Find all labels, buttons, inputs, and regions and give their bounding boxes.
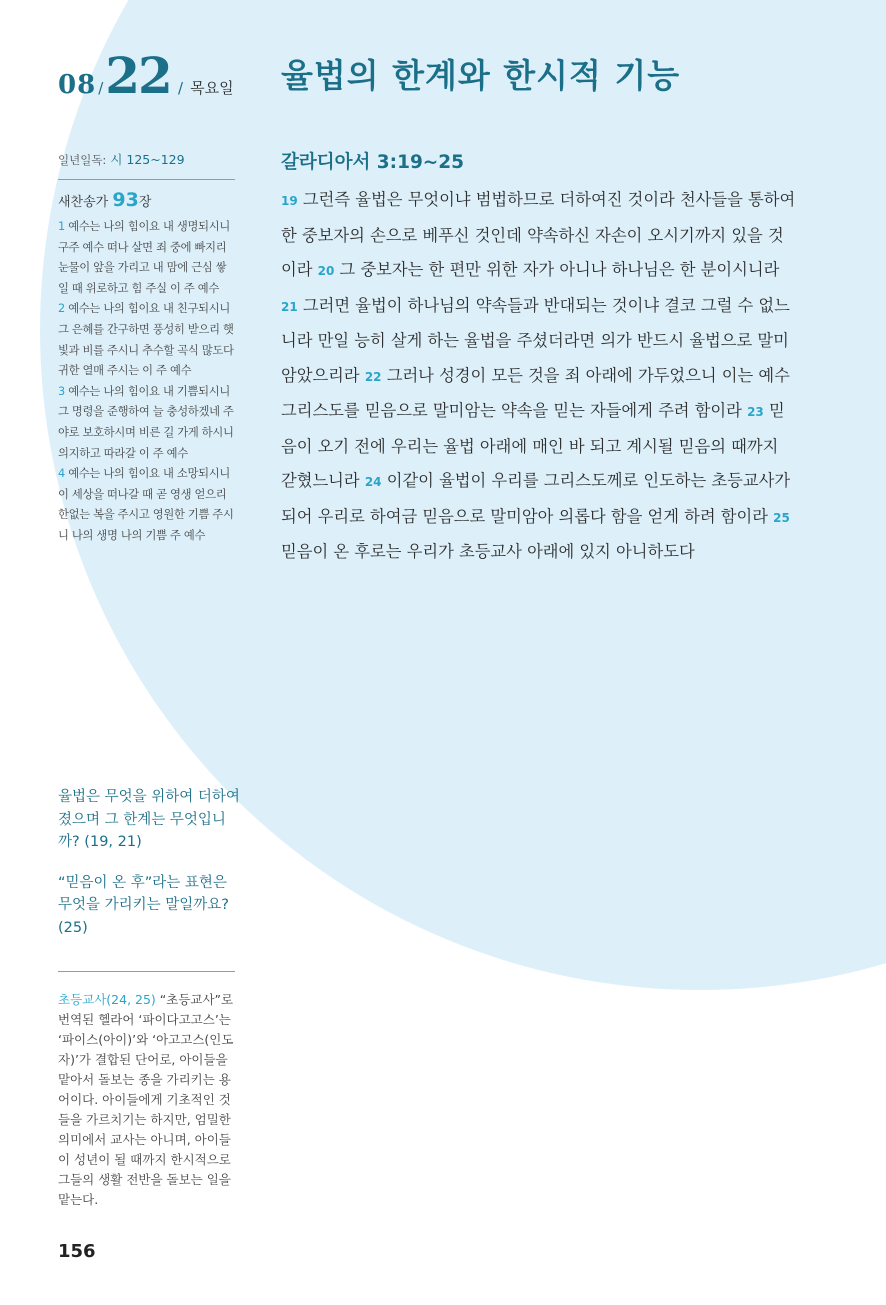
question-item: 율법은 무엇을 위하여 더하여졌으며 그 한계는 무엇입니까? (19, 21): [58, 789, 240, 850]
hymn-lyrics: [58, 217, 235, 547]
hymn-verse: [58, 382, 235, 464]
hymn-verse-number: 4: [58, 467, 65, 481]
scripture-verse-text: 그런즉 율법은 무엇이냐 범법하므로 더하여진 것이라 천사들을 통하여 한 중보자의 손으로 베푸신 것인데 약속하신 자손이 오시기까지 있을 것이라: [281, 190, 796, 279]
scripture-verse-text: 이같이 율법이 우리를 그리스도께로 인도하는 초등교사가 되어 우리로 하여금 믿음으로 말미암아 의롭다 함을 얻게 하려 함이라: [281, 471, 791, 526]
question-item: “믿음이 온 후”라는 표현은 무엇을 가리키는 말일까요? (25): [58, 874, 229, 936]
scripture-verse-number: 25: [773, 510, 790, 525]
scripture-verse-number: 24: [364, 475, 382, 489]
weekday: 목요일: [190, 79, 234, 97]
weekday-separator: /: [177, 79, 183, 97]
date-header: [58, 46, 234, 105]
reflection-questions: [58, 786, 243, 957]
scripture-verse-number: 21: [281, 299, 298, 314]
hymn-number: 93: [112, 189, 139, 211]
hymn-suffix: 장: [138, 195, 152, 210]
scripture-verse-text: 그 중보자는 한 편만 위한 자가 아니나 하나님은 한 분이시니라: [339, 260, 780, 279]
hymn-verse: [58, 464, 235, 546]
scripture-verse-number: 22: [364, 369, 382, 384]
sidebar: [58, 150, 235, 547]
scripture-verse-text: 믿음이 오기 전에 우리는 율법 아래에 매인 바 되고 계시될 믿음의 때까지 갇혔느니라: [281, 401, 785, 490]
footnote-term: 초등교사(24, 25): [58, 992, 156, 1007]
annual-reading-ref: 시 125~129: [110, 152, 185, 167]
scripture-verse-number: 19: [281, 194, 298, 208]
annual-reading: [58, 150, 235, 180]
scripture-text: [281, 183, 797, 570]
scripture-verse-number: 20: [317, 264, 335, 278]
hymn-heading: [58, 189, 235, 211]
footnote-text: “초등교사”로 번역된 헬라어 ‘파이다고고스’는 ‘파이스(아이)’와 ‘아고고스(인도자)’가 결합된 단어로, 아이들을 맡아서 돌보는 종을 가리키는 용어이다. 아이들에게 기초적인 것들을 가르치기는 하지만, 엄밀한 의미에서 교사는 아니며, 아이들이 성년이 될 때까지 한시적으로 그들의 생활 전반을 돌보는 일을 맡는다.: [58, 992, 234, 1207]
month: 08: [58, 70, 97, 100]
scripture-verse-text: 그러나 성경이 모든 것을 죄 아래에 가두었으니 이는 예수 그리스도를 믿음으로 말미암는 약속을 믿는 자들에게 주려 함이라: [281, 365, 790, 420]
hymn-verse-number: 2: [58, 302, 65, 316]
hymn-verse-text: 예수는 나의 힘이요 내 생명되시니 구주 예수 떠나 살면 죄 중에 빠지리 눈물이 앞을 가리고 내 맘에 근심 쌓일 때 위로하고 힘 주실 이 주 예수: [58, 220, 230, 295]
scripture-verse-text: 그러면 율법이 하나님의 약속들과 반대되는 것이냐 결코 그럴 수 없느니라 만일 능히 살게 하는 율법을 주셨더라면 의가 반드시 율법으로 말미암았으리라: [281, 295, 790, 385]
scripture-verse-text: 믿음이 온 후로는 우리가 초등교사 아래에 있지 아니하도다: [281, 542, 695, 561]
hymn-verse-number: 1: [58, 220, 65, 233]
hymn-verse-text: 예수는 나의 힘이요 내 소망되시니 이 세상을 떠나갈 때 곧 영생 얻으리 한없는 복을 주시고 영원한 기쁨 주시니 나의 생명 나의 기쁨 주 예수: [58, 467, 234, 542]
page-title: 율법의 한계와 한시적 기능: [281, 56, 681, 95]
passage-reference: 갈라디아서 3:19~25: [281, 152, 465, 173]
note-divider: [58, 971, 235, 972]
footnote: [58, 990, 238, 1210]
day: 22: [105, 46, 171, 105]
hymn-prefix: 새찬송가: [58, 195, 109, 210]
annual-reading-label: 일년일독:: [58, 153, 107, 167]
hymn-verse-text: 예수는 나의 힘이요 내 친구되시니 그 은혜를 간구하면 풍성히 받으리 햇빛과 비를 주시니 추수할 곡식 많도다 귀한 열매 주시는 이 주 예수: [58, 302, 234, 378]
hymn-verse: [58, 299, 235, 381]
scripture-verse-number: 23: [747, 405, 764, 419]
page-number: 156: [58, 1241, 96, 1262]
hymn-verse-text: 예수는 나의 힘이요 내 기쁨되시니 그 명령을 준행하여 늘 충성하겠네 주야로 보호하시며 비른 길 가게 하시니 의지하고 따라갈 이 주 예수: [58, 384, 234, 460]
date-separator: /: [98, 79, 104, 97]
hymn-verse-number: 3: [58, 384, 65, 398]
hymn-verse: [58, 217, 235, 299]
